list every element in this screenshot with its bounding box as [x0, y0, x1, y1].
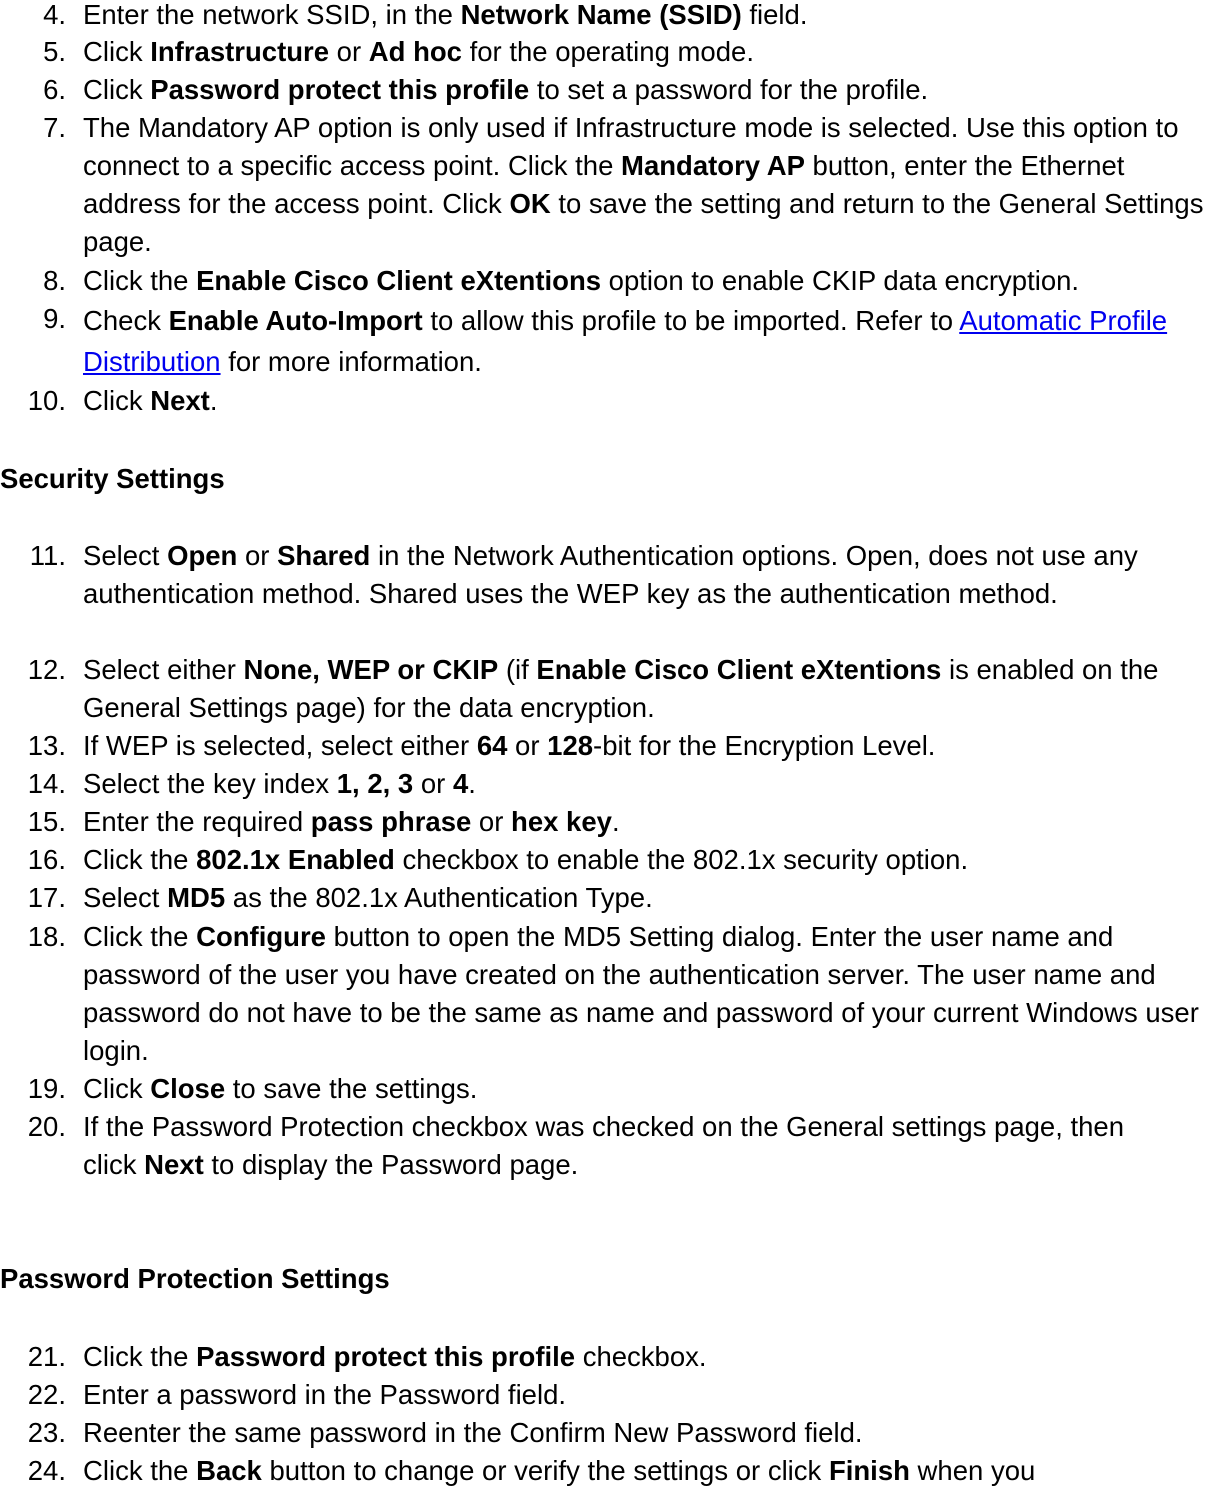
text-run: Click	[83, 385, 151, 416]
bold-term: Ad hoc	[368, 36, 462, 67]
list-item-text	[83, 803, 1228, 841]
list-item-text	[83, 71, 1228, 109]
bold-term: Enable Auto-Import	[168, 305, 423, 336]
list-item-text	[83, 1108, 1228, 1184]
list-item-number: 9.	[43, 303, 66, 334]
list-item-text	[83, 300, 1228, 382]
list-item-text	[83, 1376, 1228, 1414]
list-item-text	[83, 537, 1228, 613]
list-item-number: 21.	[27, 1341, 66, 1372]
bold-term: 128	[547, 730, 594, 761]
text-run: button to change or verify the settings or click	[261, 1455, 829, 1486]
bold-term: Back	[196, 1455, 262, 1486]
list-item-number: 16.	[27, 844, 66, 875]
text-run: Click the	[83, 844, 197, 875]
list-item-number: 4.	[43, 0, 66, 30]
text-run: or	[413, 768, 453, 799]
list-item-text	[83, 33, 1228, 71]
text-run: Enter the required	[83, 806, 311, 837]
text-run: Check	[83, 305, 169, 336]
text-run: as the 802.1x Authentication Type.	[225, 882, 653, 913]
text-run: -bit for the Encryption Level.	[593, 730, 936, 761]
bold-term: Mandatory AP	[621, 150, 805, 181]
text-run: Select	[83, 882, 168, 913]
list-item-number: 8.	[43, 265, 66, 296]
text-run: The Mandatory AP option is only used if Infrastructure mode is selected. Use this option to connect to a specific access point. Click the	[83, 112, 1179, 181]
list-item-text	[83, 765, 1228, 803]
text-run: to save the setting and return to the General Settings page.	[83, 188, 1204, 257]
bold-term: Enable Cisco Client eXtentions	[536, 654, 942, 685]
text-run: If WEP is selected, select either	[83, 730, 477, 761]
text-run: Select either	[83, 654, 244, 685]
bold-term: MD5	[167, 882, 226, 913]
list-item-number: 20.	[27, 1111, 66, 1142]
text-run: Click	[83, 1073, 151, 1104]
text-run: button, enter the Ethernet address for the access point. Click	[83, 150, 1125, 219]
text-run: or	[507, 730, 548, 761]
text-run: Click the	[83, 1341, 197, 1372]
list-item-text	[83, 918, 1228, 1070]
list-item-text	[83, 1338, 1228, 1376]
list-item-number: 17.	[27, 882, 66, 913]
text-run: Reenter the same password in the Confirm New Password field.	[83, 1417, 863, 1448]
bold-term: Password protect this profile	[150, 74, 530, 105]
bold-term: 64	[476, 730, 508, 761]
list-item-text	[83, 727, 1228, 765]
text-run: Click the	[83, 921, 197, 952]
text-run: Enter a password in the Password field.	[83, 1379, 567, 1410]
list-item-text	[83, 1414, 1228, 1452]
text-run: Click the	[83, 265, 197, 296]
list-item-number: 12.	[27, 654, 66, 685]
list-item-number: 10.	[27, 385, 66, 416]
list-item-text	[83, 1070, 1228, 1108]
text-run: in the Network Authentication options. Open, does not use any authentication method. Shared uses the WEP key as the authentication method.	[83, 540, 1138, 609]
list-item-text	[83, 879, 1228, 917]
bold-term: Next	[144, 1149, 204, 1180]
text-run: for more information.	[220, 346, 482, 377]
text-run: for the operating mode.	[461, 36, 754, 67]
bold-term: Close	[150, 1073, 226, 1104]
automatic-profile-distribution-link[interactable]: Automatic Profile Distribution	[83, 305, 1168, 377]
text-run: If the Password Protection checkbox was checked on the General settings page, then	[83, 1111, 1125, 1142]
list-item-text	[83, 109, 1228, 261]
text-run: when you	[909, 1455, 1036, 1486]
list-item-number: 13.	[27, 730, 66, 761]
list-item-number: 24.	[27, 1455, 66, 1486]
text-run: Enter the network SSID, in the	[83, 0, 461, 30]
section-heading-password: Password Protection Settings	[0, 1263, 390, 1294]
text-run: Select	[83, 540, 168, 571]
text-run: .	[611, 806, 620, 837]
text-run: to display the Password page.	[203, 1149, 579, 1180]
list-item-number: 5.	[43, 36, 66, 67]
list-item-number: 14.	[27, 768, 66, 799]
text-run: to set a password for the profile.	[529, 74, 929, 105]
text-run: or	[329, 36, 369, 67]
text-run: click	[83, 1149, 145, 1180]
list-item-text	[83, 0, 1228, 34]
list-item-text	[83, 382, 1228, 420]
text-run: field.	[741, 0, 808, 30]
text-run: Click	[83, 74, 151, 105]
text-run: to save the settings.	[225, 1073, 478, 1104]
bold-term: Open	[167, 540, 238, 571]
text-run: (if	[498, 654, 537, 685]
bold-term: OK	[509, 188, 551, 219]
list-item-text	[83, 651, 1228, 727]
bold-term: Finish	[828, 1455, 910, 1486]
text-run: is enabled on the General Settings page) for the data encryption.	[83, 654, 1159, 723]
bold-term: Infrastructure	[150, 36, 330, 67]
text-run: .	[468, 768, 476, 799]
bold-term: Password protect this profile	[196, 1341, 576, 1372]
text-run: or	[237, 540, 278, 571]
bold-term: 4	[452, 768, 469, 799]
list-item-number: 6.	[43, 74, 66, 105]
text-run: Click the	[83, 1455, 197, 1486]
list-item-number: 19.	[27, 1073, 66, 1104]
text-run: or	[471, 806, 512, 837]
list-item-text	[83, 841, 1228, 879]
list-item-text	[83, 1452, 1228, 1490]
text-run: button to open the MD5 Setting dialog. Enter the user name and password of the user you have created on the authentication server. The user name and password do not have to be the same as name and password of your current Windows user login.	[83, 921, 1199, 1066]
bold-term: Enable Cisco Client eXtentions	[196, 265, 602, 296]
list-item-number: 15.	[27, 806, 66, 837]
list-item-number: 11.	[29, 540, 66, 571]
text-run: Select the key index	[83, 768, 337, 799]
text-run: .	[209, 385, 218, 416]
text-run: checkbox to enable the 802.1x security option.	[394, 844, 969, 875]
list-item-number: 18.	[27, 921, 66, 952]
list-item-number: 23.	[27, 1417, 66, 1448]
list-item-number: 7.	[43, 112, 66, 143]
text-run: to allow this profile to be imported. Refer to	[422, 305, 960, 336]
bold-term: 802.1x Enabled	[196, 844, 395, 875]
text-run: checkbox.	[575, 1341, 707, 1372]
text-run: option to enable CKIP data encryption.	[601, 265, 1080, 296]
bold-term: Shared	[277, 540, 371, 571]
bold-term: Network Name (SSID)	[460, 0, 742, 30]
section-heading-security: Security Settings	[0, 463, 225, 494]
list-item-number: 22.	[27, 1379, 66, 1410]
bold-term: None, WEP or CKIP	[243, 654, 499, 685]
bold-term: Next	[150, 385, 210, 416]
bold-term: pass phrase	[310, 806, 472, 837]
list-item-text	[83, 262, 1228, 300]
bold-term: 1, 2, 3	[336, 768, 414, 799]
text-run: Click	[83, 36, 151, 67]
bold-term: hex key	[511, 806, 612, 837]
bold-term: Configure	[196, 921, 326, 952]
